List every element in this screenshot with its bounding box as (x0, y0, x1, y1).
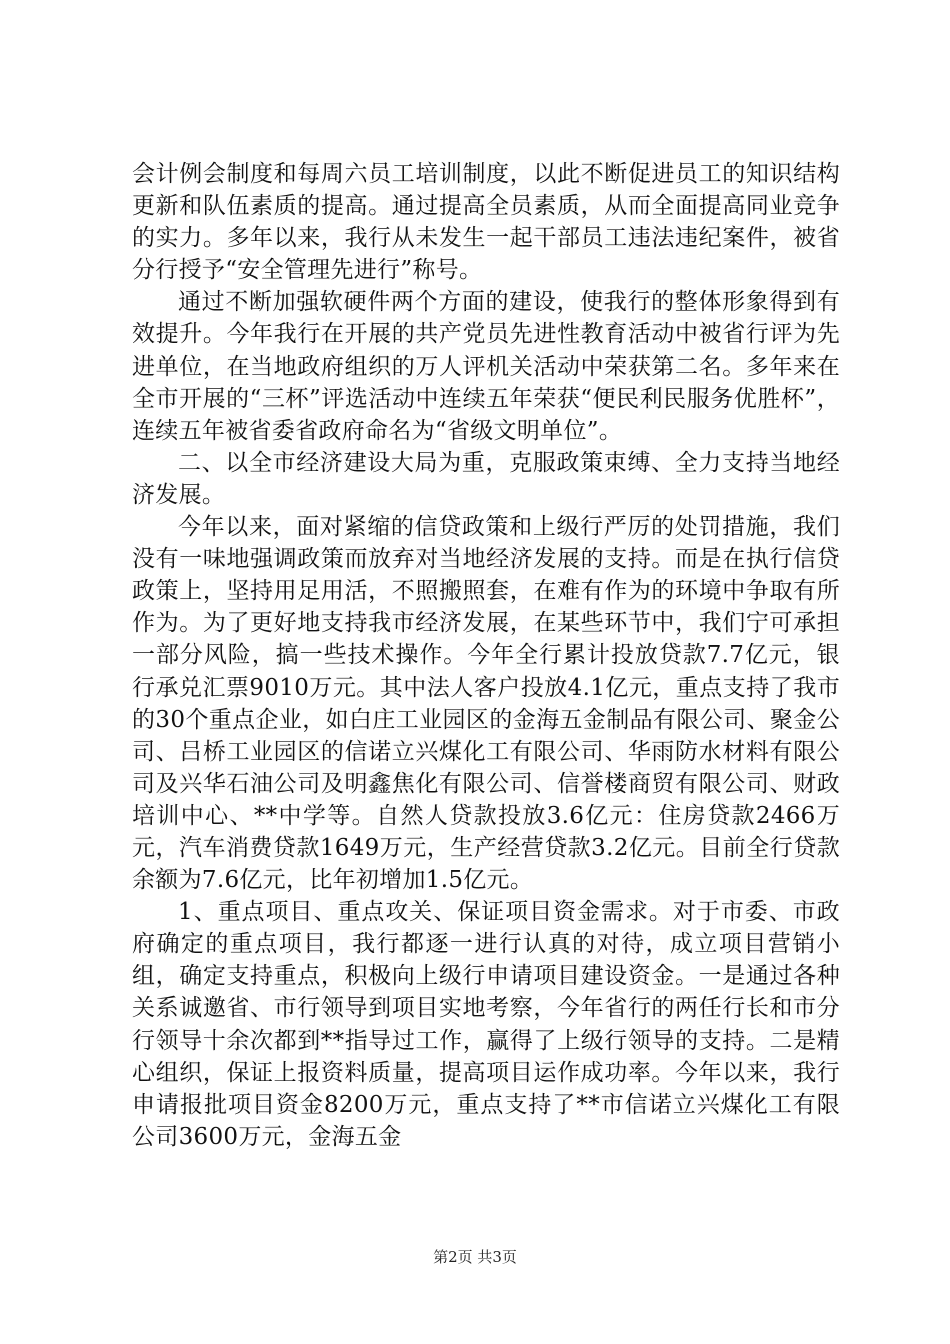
paragraph-1: 会计例会制度和每周六员工培训制度，以此不断促进员工的知识结构更新和队伍素质的提高。通过提高全员素质，从而全面提高同业竞争的实力。多年以来，我行从未发生一起干部员工违法违纪案件，被省分行授予“安全管理先进行”称号。 (132, 161, 840, 284)
section-heading-2: 二、以全市经济建设大局为重，克服政策束缚、全力支持当地经济发展。 (132, 449, 840, 508)
document-body (132, 158, 840, 1153)
paragraph-3: 今年以来，面对紧缩的信贷政策和上级行严厉的处罚措施，我们没有一味地强调政策而放弃对当地经济发展的支持。而是在执行信贷政策上，坚持用足用活，不照搬照套，在难有作为的环境中争取有所作为。为了更好地支持我市经济发展，在某些环节中，我们宁可承担一部分风险，搞一些技术操作。今年全行累计投放贷款7.7亿元，银行承兑汇票9010万元。其中法人客户投放4.1亿元，重点支持了我市的30个重点企业，如白庄工业园区的金海五金制品有限公司、聚金公司、吕桥工业园区的信诺立兴煤化工有限公司、华雨防水材料有限公司及兴华石油公司及明鑫焦化有限公司、信誉楼商贸有限公司、财政培训中心、**中学等。自然人贷款投放3.6亿元：住房贷款2466万元，汽车消费贷款1649万元，生产经营贷款3.2亿元。目前全行贷款余额为7.6亿元，比年初增加1.5亿元。 (132, 514, 840, 894)
paragraph-4: 1、重点项目、重点攻关、保证项目资金需求。对于市委、市政府确定的重点项目，我行都逐一进行认真的对待，成立项目营销小组，确定支持重点，积极向上级行申请项目建设资金。一是通过各种关系诚邀省、市行领导到项目实地考察，今年省行的两任行长和市分行领导十余次都到**指导过工作，赢得了上级行领导的支持。二是精心组织，保证上报资料质量，提高项目运作成功率。今年以来，我行申请报批项目资金8200万元，重点支持了**市信诺立兴煤化工有限公司3600万元，金海五金 (132, 899, 840, 1150)
paragraph-2: 通过不断加强软硬件两个方面的建设，使我行的整体形象得到有效提升。今年我行在开展的共产党员先进性教育活动中被省行评为先进单位，在当地政府组织的万人评机关活动中荣获第二名。多年来在全市开展的“三杯”评选活动中连续五年荣获“便民利民服务优胜杯”，连续五年被省委省政府命名为“省级文明单位”。 (132, 289, 840, 444)
page-number-footer: 第2页 共3页 (433, 1248, 517, 1266)
